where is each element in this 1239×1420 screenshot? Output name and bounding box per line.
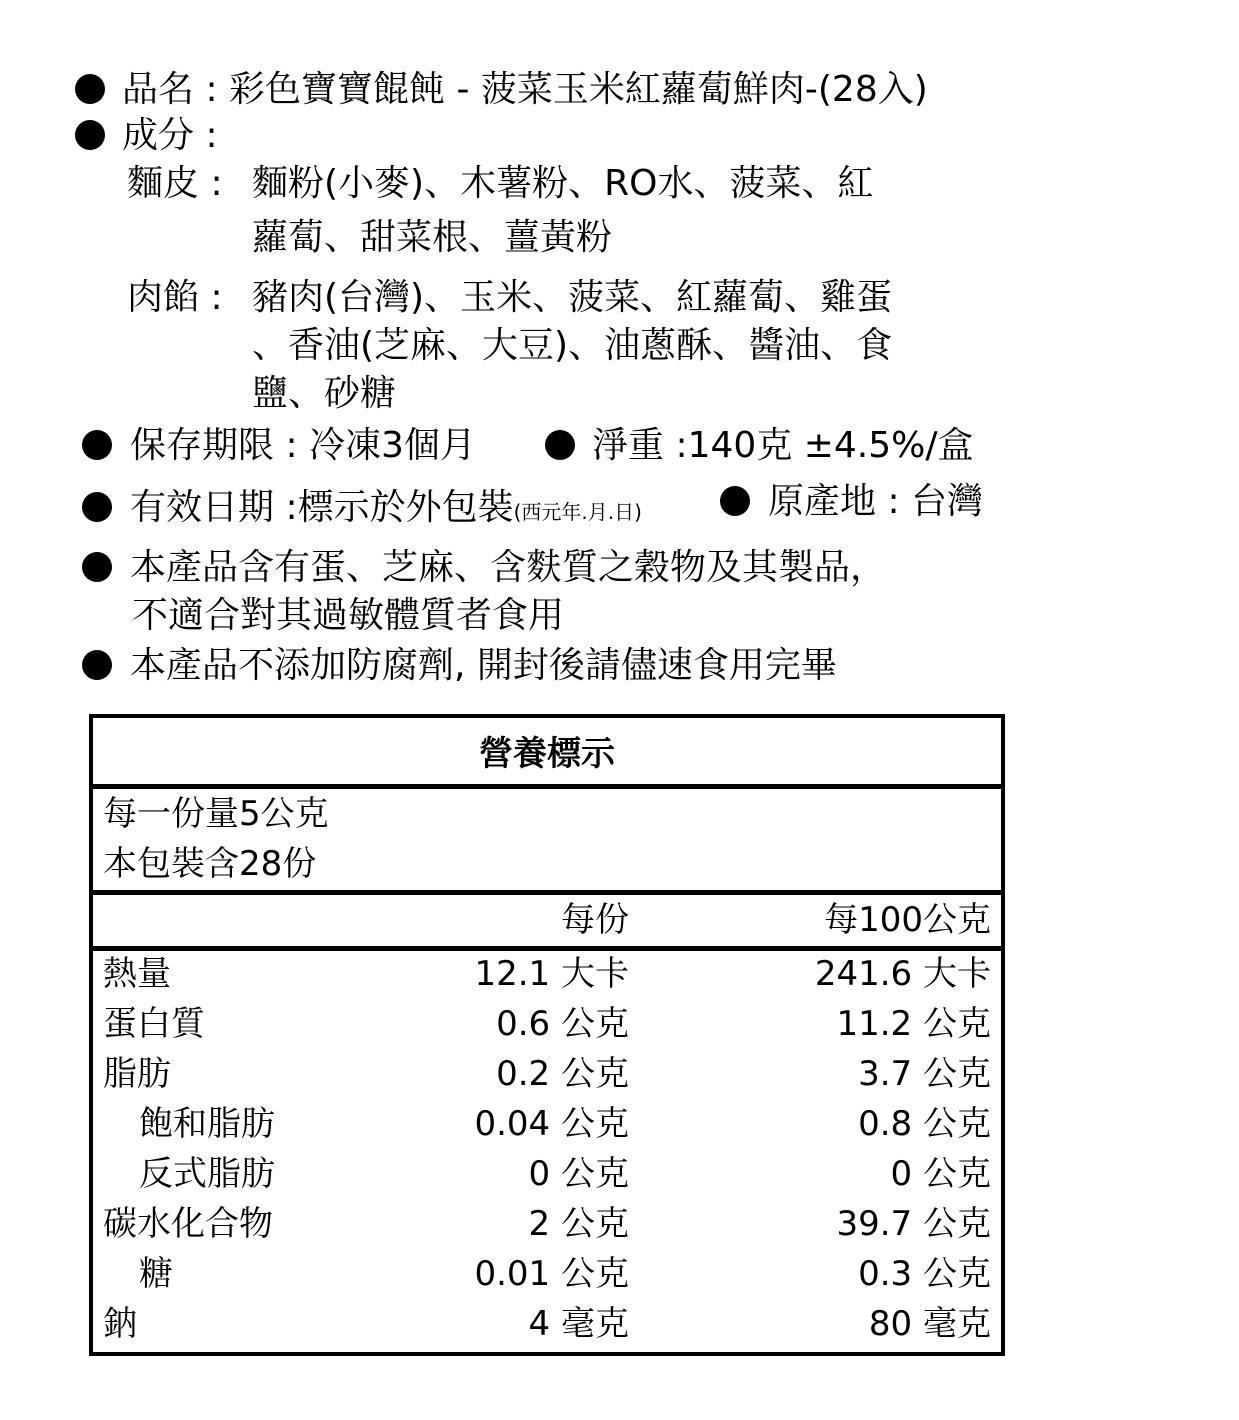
nutrition-table — [89, 714, 1005, 1356]
nutrient-per-serving: 12.1 大卡 — [474, 954, 629, 994]
nutrient-per-100g: 80 毫克 — [868, 1304, 991, 1344]
nutrient-per-100g: 0.8 公克 — [858, 1104, 991, 1144]
skin-label: 麵皮 : — [127, 163, 223, 204]
skin-ingredients-line1: 麵粉(小麥)、木薯粉、RO水、菠菜、紅 — [252, 163, 874, 204]
expiry-date — [130, 486, 642, 534]
servings-per-package: 本包裝含28份 — [103, 844, 317, 884]
filling-ingredients-line3: 鹽、砂糖 — [252, 373, 397, 414]
skin-ingredients-line2: 蘿蔔、甜菜根、薑黃粉 — [252, 217, 613, 258]
preservative-note: 本產品不添加防腐劑, 開封後請儘速食用完畢 — [130, 645, 837, 686]
nutrient-name: 糖 — [139, 1254, 173, 1294]
serving-size: 每一份量5公克 — [103, 794, 329, 834]
nutrient-per-serving: 0.01 公克 — [474, 1254, 629, 1294]
origin: 原產地 : 台灣 — [768, 481, 984, 522]
nutrient-per-100g: 39.7 公克 — [836, 1204, 991, 1244]
nutrient-per-serving: 0.6 公克 — [496, 1004, 629, 1044]
nutrient-per-serving: 0 公克 — [528, 1154, 629, 1194]
nutrient-name: 蛋白質 — [103, 1004, 205, 1044]
nutrient-name: 脂肪 — [103, 1054, 171, 1094]
nutrient-name: 反式脂肪 — [139, 1154, 275, 1194]
divider — [93, 784, 1001, 789]
nutrient-name: 熱量 — [103, 954, 171, 994]
nutrient-per-serving: 2 公克 — [528, 1204, 629, 1244]
nutrient-per-100g: 0.3 公克 — [858, 1254, 991, 1294]
bullet-icon — [545, 430, 575, 460]
bullet-icon — [82, 650, 112, 680]
bullet-icon — [82, 430, 112, 460]
nutrient-per-serving: 0.2 公克 — [496, 1054, 629, 1094]
nutrient-per-100g: 3.7 公克 — [858, 1054, 991, 1094]
filling-label: 肉餡 : — [127, 277, 223, 318]
column-header-per-100g: 每100公克 — [824, 900, 991, 940]
allergen-line2: 不適合對其過敏體質者食用 — [132, 595, 565, 636]
nutrient-per-100g: 0 公克 — [890, 1154, 991, 1194]
divider — [93, 946, 1001, 951]
bullet-icon — [82, 552, 112, 582]
column-header-per-serving: 每份 — [561, 900, 629, 940]
filling-ingredients-line1: 豬肉(台灣)、玉米、菠菜、紅蘿蔔、雞蛋 — [252, 277, 893, 318]
bullet-icon — [75, 120, 105, 150]
nutrient-name: 碳水化合物 — [103, 1204, 273, 1244]
net-weight: 淨重 :140克 ±4.5%/盒 — [592, 425, 974, 466]
expiry-format-note: (西元年.月.日) — [513, 500, 642, 524]
nutrient-per-serving: 0.04 公克 — [474, 1104, 629, 1144]
allergen-line1: 本產品含有蛋、芝麻、含麩質之穀物及其製品， — [130, 547, 887, 588]
expiry-label: 有效日期 :標示於外包裝 — [130, 487, 514, 528]
product-name: 品名 : 彩色寶寶餛飩 - 菠菜玉米紅蘿蔔鮮肉-(28入) — [122, 69, 928, 110]
divider — [93, 890, 1001, 895]
nutrient-name: 飽和脂肪 — [139, 1104, 275, 1144]
nutrient-name: 鈉 — [103, 1304, 137, 1344]
nutrient-per-100g: 241.6 大卡 — [814, 954, 991, 994]
shelf-life: 保存期限 : 冷凍3個月 — [130, 425, 476, 466]
nutrient-per-serving: 4 毫克 — [528, 1304, 629, 1344]
bullet-icon — [75, 74, 105, 104]
ingredients-heading: 成分 : — [122, 115, 218, 156]
bullet-icon — [82, 492, 112, 522]
filling-ingredients-line2: 、香油(芝麻、大豆)、油蔥酥、醬油、食 — [252, 325, 893, 366]
bullet-icon — [720, 486, 750, 516]
nutrition-title: 營養標示 — [479, 734, 615, 774]
nutrient-per-100g: 11.2 公克 — [836, 1004, 991, 1044]
